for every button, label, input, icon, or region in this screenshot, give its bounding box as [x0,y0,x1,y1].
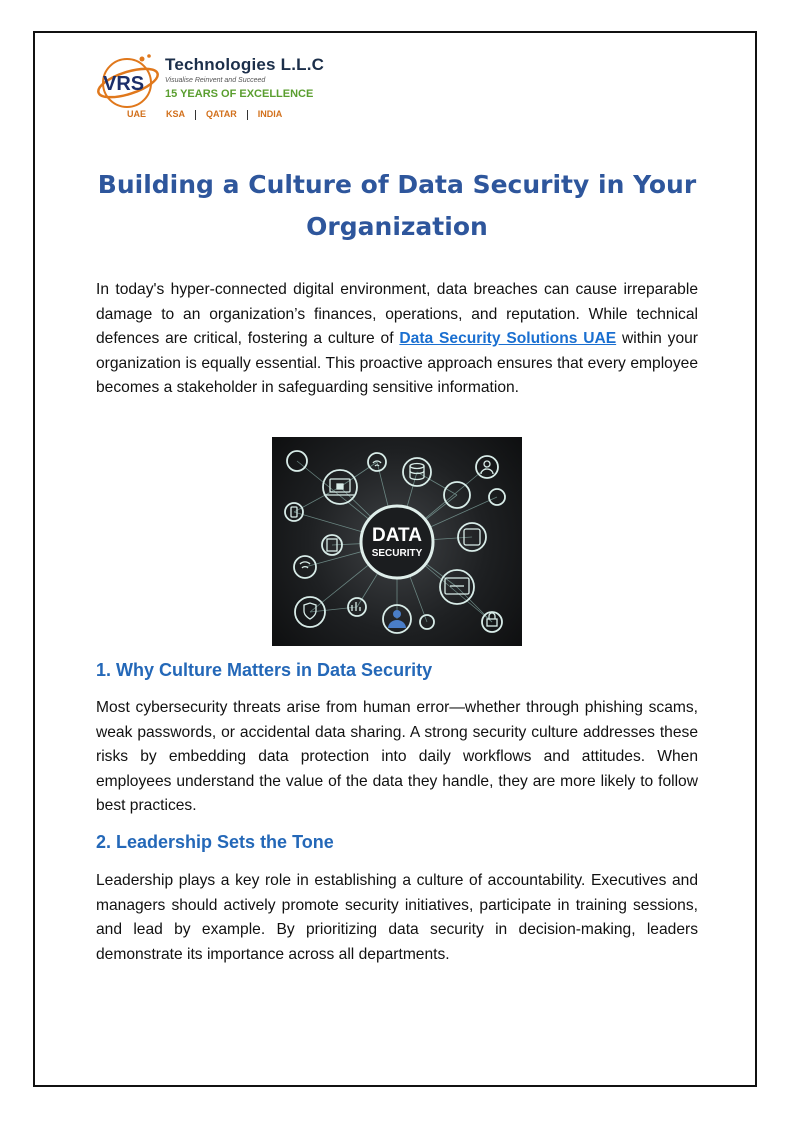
intro-text-before: In today's hyper-connected digital environment, data breaches can cause irreparable damage to an organization’s finances, operations, and reputation. While technical defences are critical, fostering a culture of [96,281,698,347]
country-ksa: KSA [166,109,186,119]
logo-years: 15 YEARS OF EXCELLENCE [165,88,314,100]
company-logo [97,49,337,123]
intro-paragraph [96,278,698,401]
logo-mark-text: VRS [103,73,145,95]
data-security-solutions-link[interactable]: Data Security Solutions UAE [399,330,617,347]
logo-company-name: Technologies L.L.C [165,55,325,74]
country-india: INDIA [257,109,283,119]
vrs-globe-logo-icon [97,51,163,111]
page-title: Building a Culture of Data Security in Your Organization [97,170,697,241]
data-security-illustration [272,437,522,646]
logo-tagline: Visualise Reinvent and Succeed [165,77,266,84]
data-security-network-graphic [272,437,522,646]
section-1-body: Most cybersecurity threats arise from human error—whether through phishing scams, weak passwords, or accidental data sharing. A strong security culture addresses these risks by embedding data protection into daily workflows and attitudes. When employees understand the value of the data they handle, they are more likely to follow best practices. [96,699,698,814]
section-2-body: Leadership plays a key role in establishing a culture of accountability. Executives and managers should actively promote security initiatives, participate in training sessions, and lead by example. By prioritizing data security in decision-making, leaders demonstrate its importance across all departments. [96,872,698,963]
section-1-heading: 1. Why Culture Matters in Data Security [96,660,433,680]
data-security-label-line1: DATA [372,525,422,546]
country-qatar: QATAR [206,109,237,119]
logo-countries [117,109,292,120]
data-security-label-line2: SECURITY [371,548,423,559]
intro-text-after: within your organization is equally essential. This proactive approach ensures that every employee becomes a stakeholder in safeguarding sensitive information. [96,330,699,396]
country-uae: UAE [127,109,147,119]
section-2-heading: 2. Leadership Sets the Tone [96,832,334,852]
